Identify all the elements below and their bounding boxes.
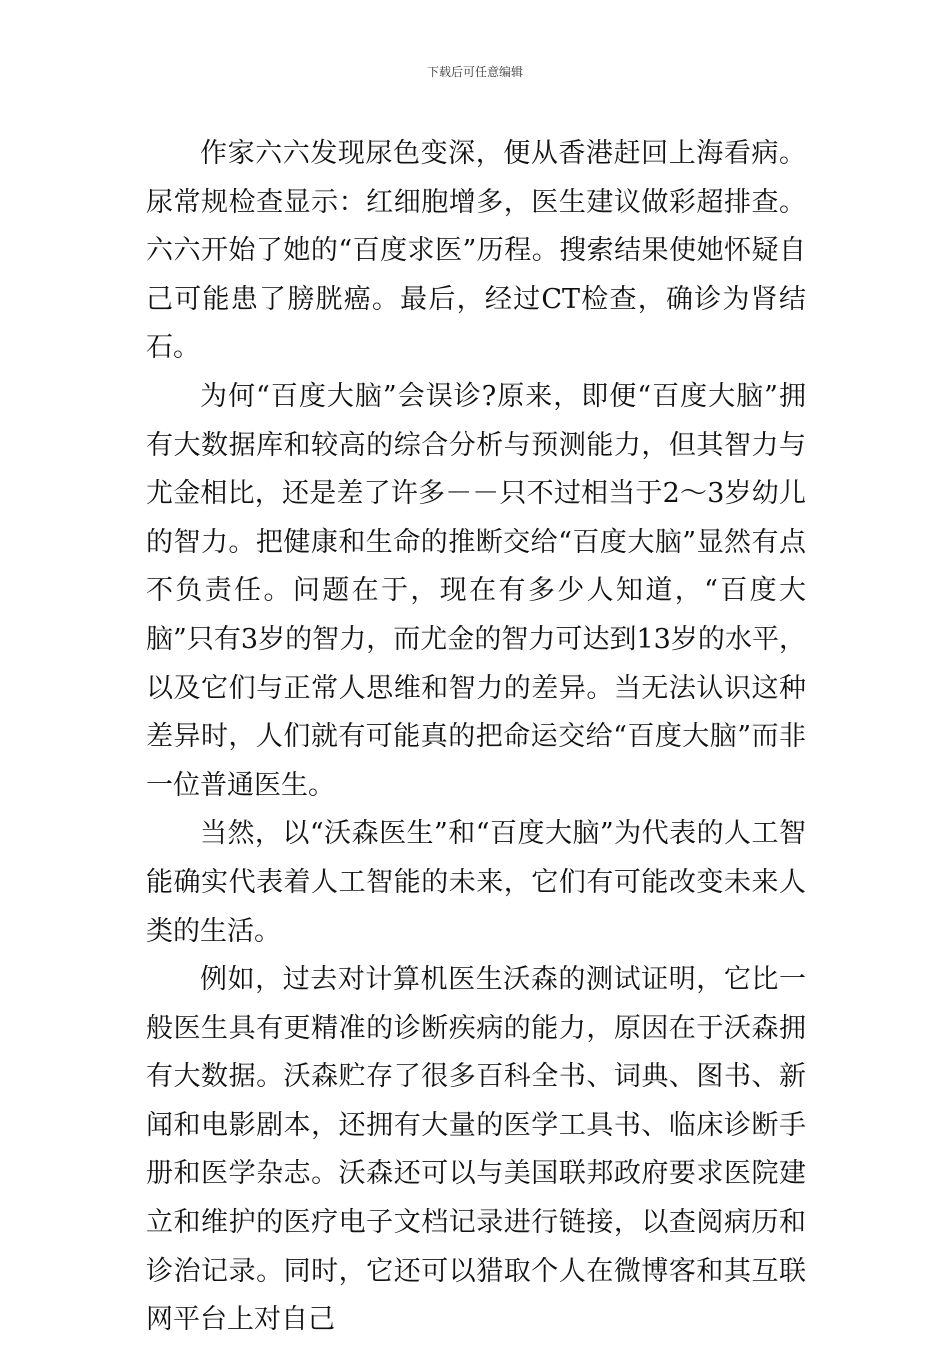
page-header: 下载后可任意编辑 — [426, 65, 523, 79]
paragraph-1: 作家六六发现尿色变深，便从香港赶回上海看病。尿常规检查显示：红细胞增多，医生建议做彩超排查。六六开始了她的“百度求医”历程。搜索结果使她怀疑自己可能患了膀胱癌。最后，经过CT检查，确诊为肾结石。 — [146, 138, 806, 364]
document-body — [146, 130, 806, 1345]
paragraph-3: 当然，以“沃森医生”和“百度大脑”为代表的人工智能确实代表着人工智能的未来，它们有可能改变未来人类的生活。 — [146, 818, 806, 947]
paragraph-4: 例如，过去对计算机医生沃森的测试证明，它比一般医生具有更精准的诊断疾病的能力，原因在于沃森拥有大数据。沃森贮存了很多百科全书、词典、图书、新闻和电影剧本，还拥有大量的医学工具书、临床诊断手册和医学杂志。沃森还可以与美国联邦政府要求医院建立和维护的医疗电子文档记录进行链接，以查阅病历和诊治记录。同时，它还可以猎取个人在微博客和其互联网平台上对自己 — [146, 964, 806, 1336]
paragraph-2: 为何“百度大脑”会误诊?原来，即便“百度大脑”拥有大数据库和较高的综合分析与预测能力，但其智力与尤金相比，还是差了许多－－只不过相当于2～3岁幼儿的智力。把健康和生命的推断交给“百度大脑”显然有点不负责任。问题在于，现在有多少人知道，“百度大脑”只有3岁的智力，而尤金的智力可达到13岁的水平，以及它们与正常人思维和智力的差异。当无法认识这种差异时，人们就有可能真的把命运交给“百度大脑”而非一位普通医生。 — [146, 380, 806, 801]
